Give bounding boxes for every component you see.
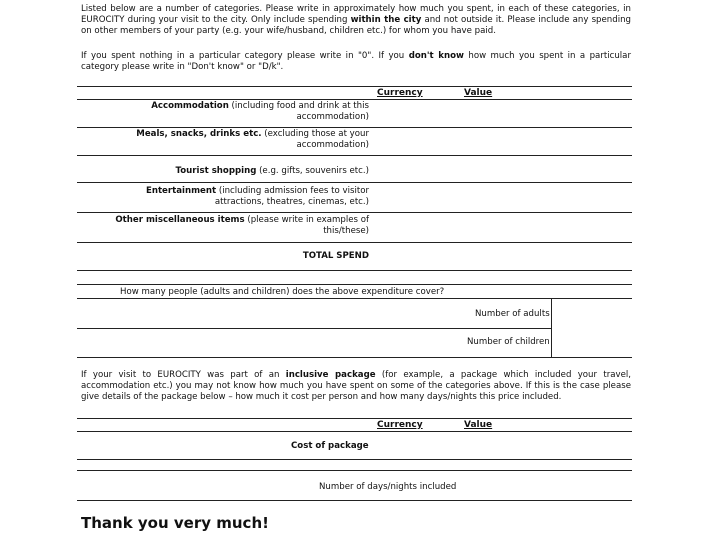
package-currency-header: Currency bbox=[377, 420, 423, 430]
table-rule bbox=[77, 127, 632, 128]
table-rule bbox=[77, 99, 632, 100]
total-spend-label bbox=[99, 251, 369, 262]
package-cost-label: Cost of package bbox=[291, 441, 369, 451]
intro-paragraph bbox=[81, 4, 631, 37]
category-name: Accommodation bbox=[151, 101, 229, 111]
package-text: If your visit to EUROCITY was part of an bbox=[81, 370, 286, 380]
table-rule bbox=[77, 500, 632, 501]
category-meals bbox=[99, 129, 369, 151]
table-rule bbox=[77, 270, 632, 271]
closing-text: Thank you very much! bbox=[81, 514, 269, 532]
currency-header: Currency bbox=[377, 88, 423, 98]
category-name: Entertainment bbox=[145, 186, 217, 196]
children-label: Number of children bbox=[467, 337, 550, 347]
instructions-emphasis: don't know bbox=[408, 51, 464, 61]
intro-text: Listed below are a number of categories. Please write in approximately how much you spent, in each of these categories, in EUROCITY during your visit to the city. Only include spending bbox=[81, 4, 631, 25]
category-note: (excluding those at your accommodation) bbox=[261, 129, 369, 150]
package-emphasis: inclusive package bbox=[285, 370, 376, 380]
table-rule bbox=[77, 155, 632, 156]
category-other bbox=[99, 215, 369, 237]
table-rule bbox=[77, 86, 632, 87]
category-shopping bbox=[99, 166, 369, 177]
category-note: (please write in examples of this/these) bbox=[244, 215, 369, 236]
table-rule bbox=[77, 418, 632, 419]
category-entertainment bbox=[99, 186, 369, 208]
category-note: (including food and drink at this accommodation) bbox=[228, 101, 369, 122]
package-value-header: Value bbox=[464, 420, 493, 430]
table-rule bbox=[77, 298, 632, 299]
table-rule bbox=[77, 431, 632, 432]
package-paragraph bbox=[81, 370, 631, 403]
category-name: Meals, snacks, drinks etc. bbox=[136, 129, 262, 139]
category-note: (e.g. gifts, souvenirs etc.) bbox=[256, 166, 369, 176]
category-accommodation bbox=[99, 101, 369, 123]
value-header: Value bbox=[464, 88, 493, 98]
table-rule bbox=[77, 470, 632, 471]
package-text-cont: (for example, a package which included your travel, accommodation etc.) you may not know how much you have spent on some of the categories above. If this is the case please give details of the package below – how much it cost per person and how many days/nights this price included. bbox=[81, 370, 631, 402]
intro-emphasis: within the city bbox=[350, 15, 422, 25]
adults-label: Number of adults bbox=[475, 309, 550, 319]
table-rule bbox=[77, 212, 632, 213]
people-question: How many people (adults and children) does the above expenditure cover? bbox=[120, 287, 445, 297]
category-note: (including admission fees to visitor attractions, theatres, cinemas, etc.) bbox=[214, 186, 369, 207]
table-rule bbox=[77, 242, 632, 243]
category-name: Tourist shopping bbox=[175, 166, 257, 176]
instructions-text: If you spent nothing in a particular category please write in "0". If you bbox=[81, 51, 409, 61]
table-rule bbox=[77, 357, 632, 358]
instructions-paragraph bbox=[81, 51, 631, 73]
table-rule bbox=[77, 284, 632, 285]
intro-text-cont: and not outside it. Please include any spending on other members of your party (e.g. your wife/husband, children etc.) for whom you have paid. bbox=[81, 15, 631, 36]
instructions-text-cont: how much you spent in a particular category please write in "Don't know" or "D/k". bbox=[81, 51, 631, 72]
table-rule bbox=[77, 328, 551, 329]
table-divider bbox=[551, 298, 552, 358]
category-name: Other miscellaneous items bbox=[115, 215, 245, 225]
total-spend-text: TOTAL SPEND bbox=[302, 251, 369, 261]
package-days-label: Number of days/nights included bbox=[319, 482, 457, 492]
table-rule bbox=[77, 459, 632, 460]
table-rule bbox=[77, 182, 632, 183]
